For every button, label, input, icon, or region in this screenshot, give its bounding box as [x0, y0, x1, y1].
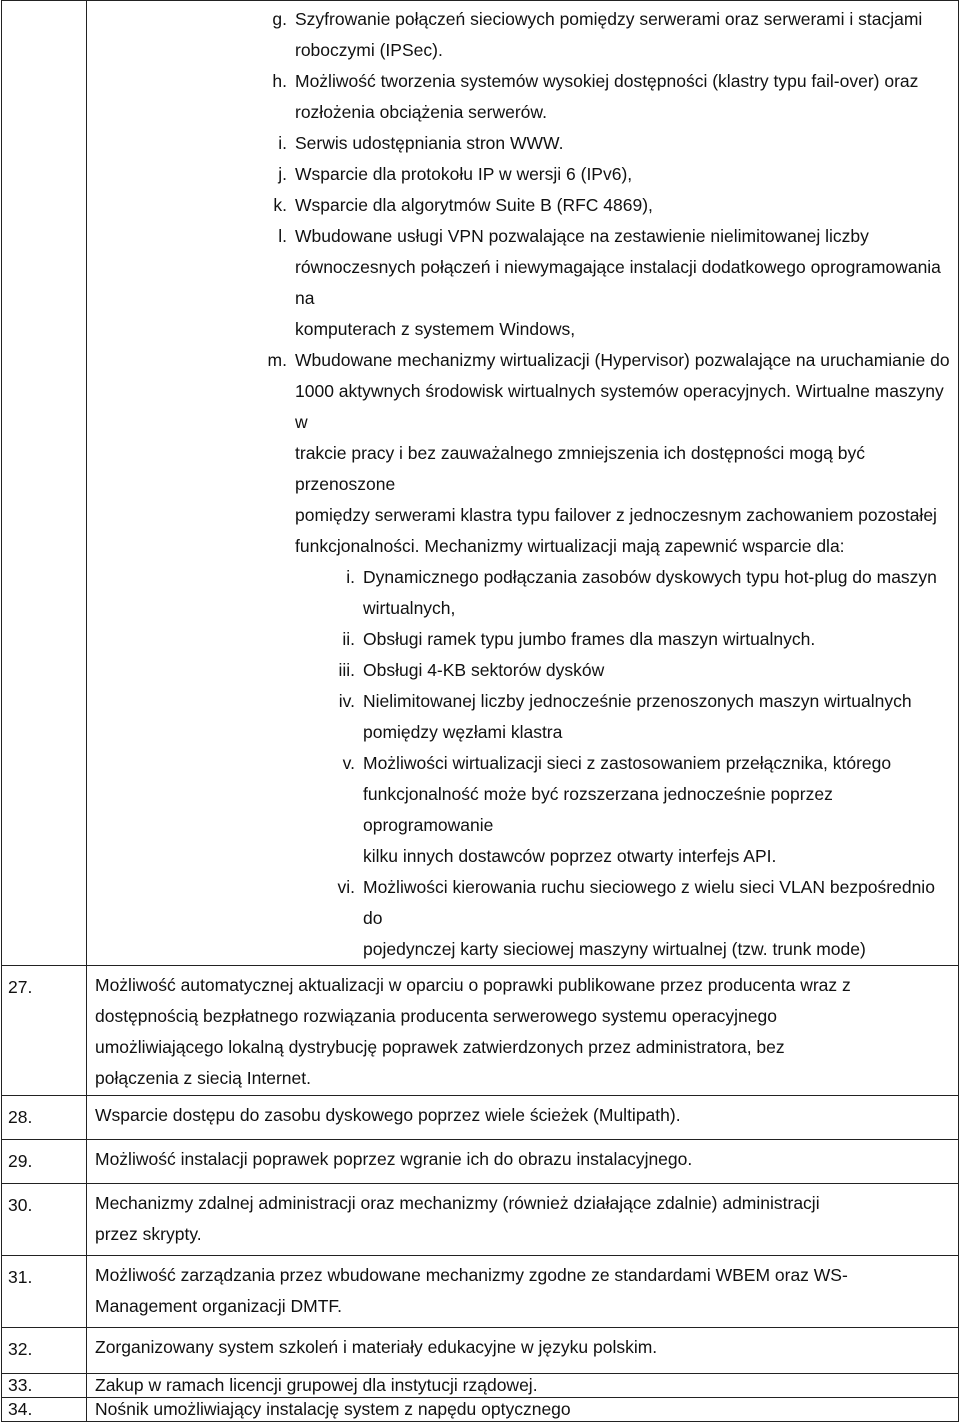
row-text-line: Możliwość automatycznej aktualizacji w oparciu o poprawki publikowane przez producenta wraz z [95, 975, 851, 995]
list-item-text: Wsparcie dla algorytmów Suite B (RFC 4869), [295, 195, 653, 215]
row-text-line: Management organizacji DMTF. [95, 1296, 343, 1316]
list-item-text: pomiędzy węzłami klastra [363, 722, 563, 742]
list-item-text: trakcie pracy i bez zauważalnego zmniejszenia ich dostępności mogą być przenoszone [295, 443, 866, 494]
table-row [2, 1, 959, 966]
roman-item-list [95, 562, 952, 965]
list-item [95, 221, 952, 345]
list-item-text: pojedynczej karty sieciowej maszyny wirtualnej (tzw. trunk mode) [363, 939, 866, 959]
list-item [95, 655, 952, 686]
list-item [95, 872, 952, 965]
row-text [95, 1328, 952, 1363]
list-item [95, 562, 952, 624]
row-number-cell [2, 1328, 87, 1374]
list-marker: h. [272, 71, 287, 91]
row-number-cell [2, 1, 87, 966]
table-row [2, 1398, 959, 1422]
list-item [95, 748, 952, 872]
list-item-text: Wbudowane mechanizmy wirtualizacji (Hypervisor) pozwalające na uruchamianie do [295, 350, 950, 370]
row-number: 28. [8, 1107, 33, 1127]
list-item [95, 128, 952, 159]
table-row [2, 1140, 959, 1184]
list-item-text: Możliwości wirtualizacji sieci z zastosowaniem przełącznika, którego [363, 753, 892, 773]
list-item-text: Możliwości kierowania ruchu sieciowego z wielu sieci VLAN bezpośrednio do [363, 877, 935, 928]
list-item [95, 190, 952, 221]
row-text [95, 1184, 952, 1250]
list-marker: m. [267, 350, 287, 370]
row-description-cell [87, 1328, 959, 1374]
list-marker: v. [342, 753, 355, 773]
list-item-text: Serwis udostępniania stron WWW. [295, 133, 564, 153]
list-item [95, 686, 952, 748]
table-row [2, 1374, 959, 1398]
table-row [2, 1256, 959, 1328]
row-number-cell [2, 1374, 87, 1398]
list-item [95, 159, 952, 190]
row-description-cell [87, 1398, 959, 1422]
numbered-rows [2, 966, 959, 1422]
row-number-cell [2, 1096, 87, 1140]
row-number: 29. [8, 1151, 33, 1171]
row-description-cell [87, 1256, 959, 1328]
list-item-text: wirtualnych, [363, 598, 456, 618]
row-description-cell [87, 1096, 959, 1140]
row-description-cell [87, 1140, 959, 1184]
row-number: 27. [8, 977, 33, 997]
list-item [95, 345, 952, 562]
row-text-line: przez skrypty. [95, 1224, 202, 1244]
row-text-line: Mechanizmy zdalnej administracji oraz mechanizmy (również działające zdalnie) administracji [95, 1193, 820, 1213]
row-number: 34. [8, 1399, 33, 1419]
list-item-text: Obsługi ramek typu jumbo frames dla maszyn wirtualnych. [363, 629, 816, 649]
list-item [95, 624, 952, 655]
row-number: 32. [8, 1339, 33, 1359]
list-item-text: Nielimitowanej liczby jednocześnie przenoszonych maszyn wirtualnych [363, 691, 912, 711]
row-text: Zakup w ramach licencji grupowej dla instytucji rządowej. [95, 1375, 538, 1395]
list-marker: j. [278, 164, 287, 184]
list-marker: vi. [337, 877, 355, 897]
row-text-line: Wsparcie dostępu do zasobu dyskowego poprzez wiele ścieżek (Multipath). [95, 1105, 681, 1125]
list-item-text: pomiędzy serwerami klastra typu failover z jednoczesnym zachowaniem pozostałej [295, 505, 937, 525]
row-number-cell [2, 966, 87, 1096]
row-number-cell [2, 1140, 87, 1184]
list-item-text: Szyfrowanie połączeń sieciowych pomiędzy serwerami oraz serwerami i stacjami [295, 9, 923, 29]
row-description-cell [87, 966, 959, 1096]
list-marker: g. [272, 9, 287, 29]
table-row [2, 1328, 959, 1374]
list-marker: k. [273, 195, 287, 215]
list-item [95, 4, 952, 66]
list-marker: l. [278, 226, 287, 246]
table-row [2, 966, 959, 1096]
list-marker: i. [346, 567, 355, 587]
row-text-line: Możliwość instalacji poprawek poprzez wgranie ich do obrazu instalacyjnego. [95, 1149, 693, 1169]
row-text [95, 1140, 952, 1175]
row-number-cell [2, 1184, 87, 1256]
row-text-line: Zorganizowany system szkoleń i materiały edukacyjne w języku polskim. [95, 1337, 658, 1357]
list-marker: iv. [338, 691, 355, 711]
list-item-text: Możliwość tworzenia systemów wysokiej dostępności (klastry typu fail-over) oraz [295, 71, 919, 91]
row-description-cell [87, 1, 959, 966]
list-item-text: funkcjonalności. Mechanizmy wirtualizacji mają zapewnić wsparcie dla: [295, 536, 845, 556]
list-item-text: Dynamicznego podłączania zasobów dyskowych typu hot-plug do maszyn [363, 567, 937, 587]
list-marker: i. [278, 133, 287, 153]
row-text [95, 1256, 952, 1322]
list-item-text: Obsługi 4-KB sektorów dysków [363, 660, 605, 680]
row-number-cell [2, 1398, 87, 1422]
list-item-text: funkcjonalność może być rozszerzana jednocześnie poprzez oprogramowanie [363, 784, 833, 835]
list-item-text: 1000 aktywnych środowisk wirtualnych systemów operacyjnych. Wirtualne maszyny w [295, 381, 944, 432]
row-number: 31. [8, 1267, 33, 1287]
row-text-line: umożliwiającego lokalną dystrybucję poprawek zatwierdzonych przez administratora, bez [95, 1037, 785, 1057]
list-marker: iii. [338, 660, 355, 680]
row-text-line: dostępnością bezpłatnego rozwiązania producenta serwerowego systemu operacyjnego [95, 1006, 777, 1026]
specification-table [1, 0, 959, 1422]
table-row [2, 1184, 959, 1256]
row-text-line: połączenia z siecią Internet. [95, 1068, 311, 1088]
row-text: Nośnik umożliwiający instalację system z napędu optycznego [95, 1399, 571, 1419]
list-item-text: równoczesnych połączeń i niewymagające instalacji dodatkowego oprogramowania na [295, 257, 941, 308]
row-number-cell [2, 1256, 87, 1328]
row-text-line: Możliwość zarządzania przez wbudowane mechanizmy zgodne ze standardami WBEM oraz WS- [95, 1265, 848, 1285]
sub-item-list [95, 1, 952, 562]
list-item-text: Wsparcie dla protokołu IP w wersji 6 (IPv6), [295, 164, 633, 184]
row-description-cell [87, 1184, 959, 1256]
row-number: 33. [8, 1375, 33, 1395]
list-item-text: roboczymi (IPSec). [295, 40, 443, 60]
row-text [95, 966, 952, 1094]
list-item-text: Wbudowane usługi VPN pozwalające na zestawienie nielimitowanej liczby [295, 226, 869, 246]
list-item-text: rozłożenia obciążenia serwerów. [295, 102, 547, 122]
list-marker: ii. [342, 629, 355, 649]
row-number: 30. [8, 1195, 33, 1215]
table-row [2, 1096, 959, 1140]
row-text [95, 1096, 952, 1131]
list-item-text: kilku innych dostawców poprzez otwarty interfejs API. [363, 846, 777, 866]
row-description-cell [87, 1374, 959, 1398]
list-item [95, 66, 952, 128]
list-item-text: komputerach z systemem Windows, [295, 319, 576, 339]
